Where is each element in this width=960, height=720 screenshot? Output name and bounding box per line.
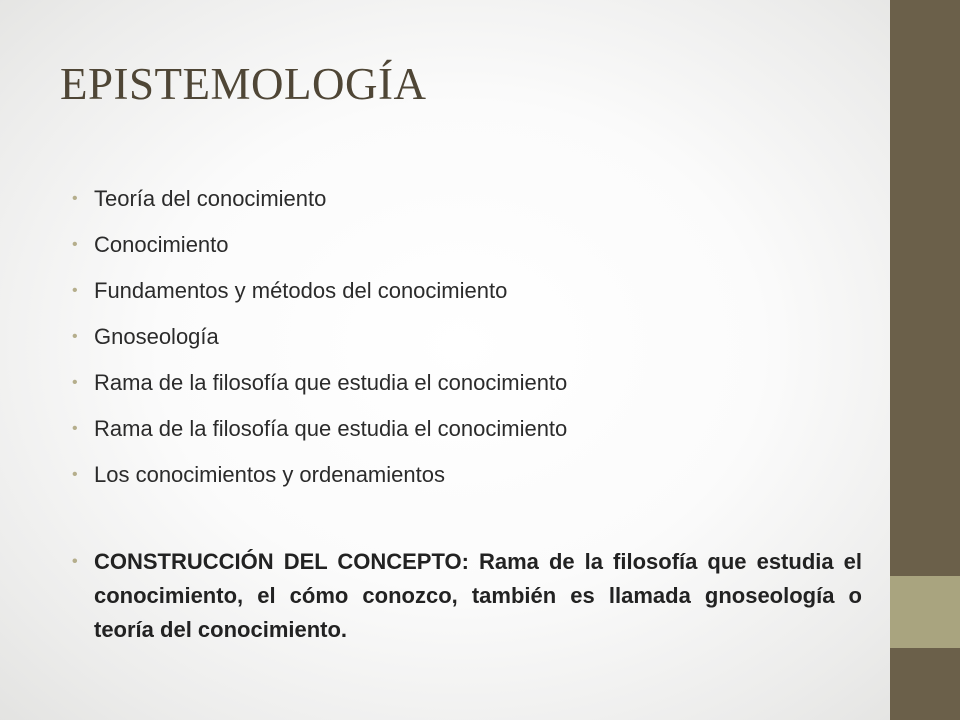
bullet-item: [72, 452, 840, 498]
bullet-point-icon: •: [72, 374, 78, 391]
bullet-point-icon: •: [72, 328, 78, 345]
bullet-item: [72, 406, 840, 452]
bullet-item: [72, 268, 840, 314]
bullet-point-icon: •: [72, 190, 78, 207]
bullet-point-icon: •: [72, 466, 78, 483]
slide-title: EPISTEMOLOGÍA: [60, 59, 427, 109]
bullet-item: [72, 222, 840, 268]
decorative-side-accent: [890, 576, 960, 648]
bullet-text: Conocimiento: [94, 232, 229, 257]
bullet-item: [72, 360, 840, 406]
bullet-text: Teoría del conocimiento: [94, 186, 327, 211]
bullet-text: Rama de la filosofía que estudia el conocimiento: [94, 416, 568, 441]
bullet-point-icon: •: [72, 553, 78, 570]
bullet-text: Rama de la filosofía que estudia el conocimiento: [94, 370, 568, 395]
bullet-item: [72, 176, 840, 222]
bullet-point-icon: •: [72, 236, 78, 253]
bullet-text: Fundamentos y métodos del conocimiento: [94, 278, 508, 303]
bullet-point-icon: •: [72, 420, 78, 437]
bullet-point-icon: •: [72, 282, 78, 299]
concept-text: CONSTRUCCIÓN DEL CONCEPTO: Rama de la filosofía que estudia el conocimiento, el cómo conozco, también es llamada gnoseología o teoría del conocimiento.: [94, 549, 862, 642]
bullet-text: Los conocimientos y ordenamientos: [94, 462, 445, 487]
bullet-item: [72, 314, 840, 360]
bullet-text: Gnoseología: [94, 324, 219, 349]
bullet-list: [72, 176, 840, 498]
concept-paragraph: [72, 545, 862, 647]
